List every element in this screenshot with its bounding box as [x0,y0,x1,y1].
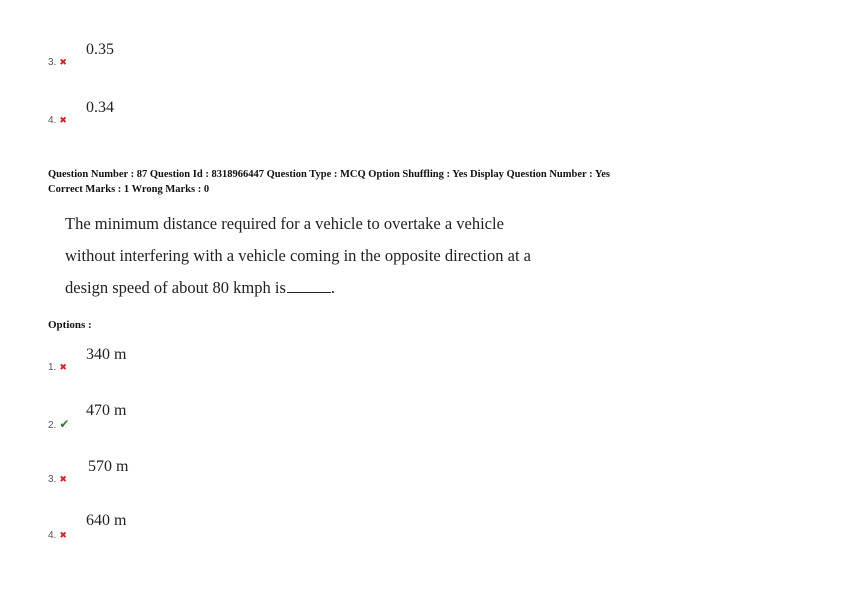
answer-blank [287,291,331,293]
option-number [48,115,67,126]
option-value: 640 m [86,512,127,529]
question-text-line-1: The minimum distance required for a vehicle to overtake a vehicle [65,214,504,233]
question-text: design speed of about 80 kmph is [65,278,286,297]
options-label: Options : [48,319,92,331]
option-number [48,417,69,431]
option-number-label: 3. [48,474,57,485]
option-number [48,362,67,373]
cross-icon: ✖ [59,530,67,540]
question-meta: Question Number : 87 Question Id : 8318966447 Question Type : MCQ Option Shuffling : Yes Display Question Number : Yes [48,169,611,180]
option-value: 570 m [88,458,129,475]
cross-icon: ✖ [59,474,67,484]
cross-icon: ✖ [59,362,67,372]
option-number [48,57,67,68]
option-value: 470 m [86,402,127,419]
option-number-label: 1. [48,362,57,373]
option-number-label: 3. [48,57,57,68]
question-text-end: . [330,278,336,297]
cross-icon: ✖ [59,115,67,125]
option-number-label: 2. [48,420,57,431]
option-number [48,530,67,541]
question-text-line-2: without interfering with a vehicle coming in the opposite direction at a [65,246,531,265]
option-value: 340 m [86,346,127,363]
check-icon: ✔ [59,417,70,431]
option-number [48,474,67,485]
option-number-label: 4. [48,530,57,541]
option-value: 0.35 [86,41,114,58]
option-value: 0.34 [86,99,114,116]
question-text-line-3 [65,278,335,298]
marks-meta: Correct Marks : 1 Wrong Marks : 0 [48,184,210,195]
option-number-label: 4. [48,115,57,126]
cross-icon: ✖ [59,57,67,67]
